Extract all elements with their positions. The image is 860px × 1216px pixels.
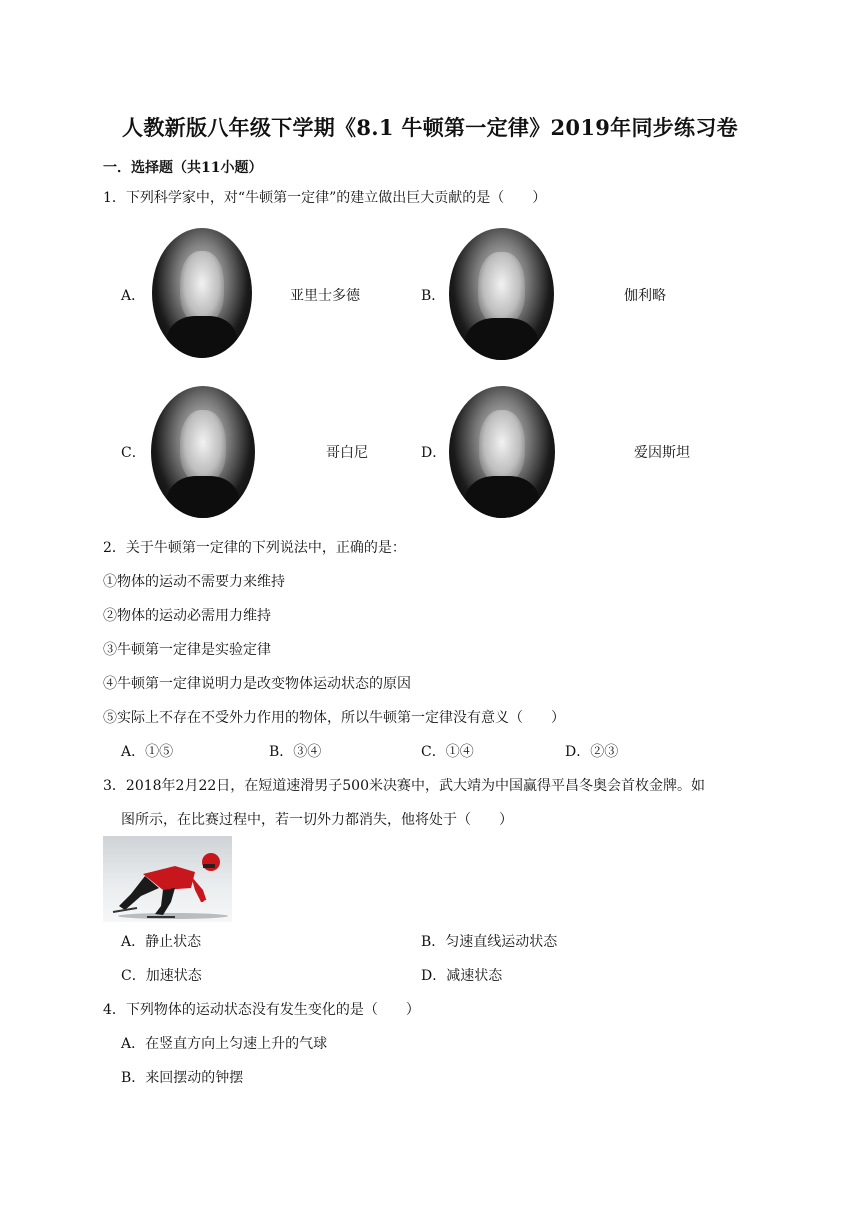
q2-statement-1: ①物体的运动不需要力来维持	[103, 574, 285, 590]
q2-option-d: D．②③	[565, 744, 619, 760]
q2-statement-3: ③牛顿第一定律是实验定律	[103, 642, 271, 658]
question-3-stem-line-1: 3．2018年2月22日，在短道速滑男子500米决赛中，武大靖为中国赢得平昌冬奥会首枚金牌。如	[103, 778, 705, 794]
q3-option-c: C．加速状态	[121, 968, 202, 984]
q1-option-a-letter: A．	[121, 288, 146, 304]
q1-option-c-name: 哥白尼	[326, 445, 368, 461]
q2-statement-2: ②物体的运动必需用力维持	[103, 608, 271, 624]
q1-option-b-name: 伽利略	[624, 288, 666, 304]
einstein-portrait	[449, 386, 555, 518]
q4-option-a: A．在竖直方向上匀速上升的气球	[121, 1036, 328, 1052]
q3-option-d: D．减速状态	[421, 968, 503, 984]
q3-option-b: B．匀速直线运动状态	[421, 934, 558, 950]
q1-option-b-letter: B．	[421, 288, 446, 304]
q2-statement-4: ④牛顿第一定律说明力是改变物体运动状态的原因	[103, 676, 411, 692]
q2-statement-5: ⑤实际上不存在不受外力作用的物体，所以牛顿第一定律没有意义（ ）	[103, 710, 565, 726]
q1-option-a-name: 亚里士多德	[290, 288, 360, 304]
q2-option-b: B．③④	[269, 744, 322, 760]
q1-option-d-name: 爱因斯坦	[634, 445, 690, 461]
section-heading: 一．选择题（共11小题）	[103, 160, 263, 176]
galileo-portrait	[449, 228, 554, 360]
copernicus-portrait	[151, 386, 255, 518]
q2-option-c: C．①④	[421, 744, 474, 760]
page-title: 人教新版八年级下学期《8.1 牛顿第一定律》2019年同步练习卷	[122, 115, 738, 140]
question-3-stem-line-2: 图所示，在比赛过程中，若一切外力都消失，他将处于（ ）	[121, 812, 513, 828]
q1-option-d-letter: D．	[421, 445, 447, 461]
q2-option-a: A．①⑤	[121, 744, 174, 760]
q1-option-c-letter: C．	[121, 445, 146, 461]
question-2-stem: 2．关于牛顿第一定律的下列说法中，正确的是：	[103, 540, 406, 556]
speed-skater-photo	[103, 836, 232, 922]
question-4-stem: 4．下列物体的运动状态没有发生变化的是（ ）	[103, 1002, 420, 1018]
aristotle-portrait	[152, 228, 252, 358]
q4-option-b: B．来回摆动的钟摆	[121, 1070, 244, 1086]
question-1-stem: 1．下列科学家中，对“牛顿第一定律”的建立做出巨大贡献的是（ ）	[103, 190, 547, 206]
q3-option-a: A．静止状态	[121, 934, 202, 950]
